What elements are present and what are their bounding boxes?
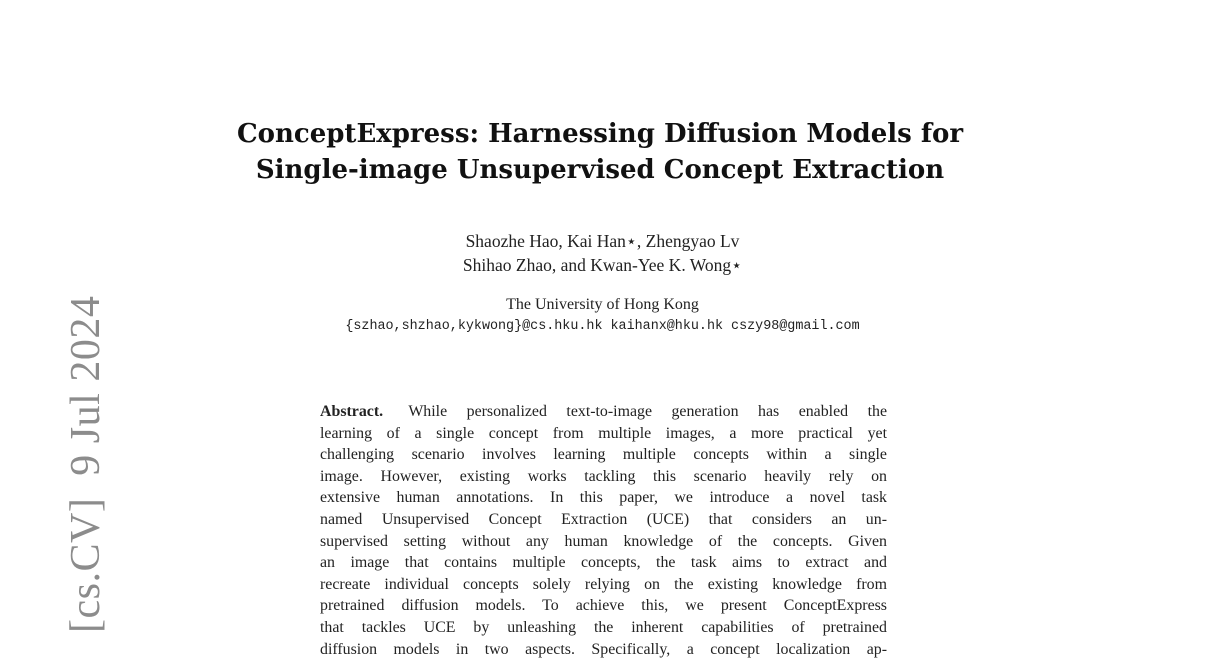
abstract-line: extensive human annotations. In this paper, we introduce a novel task (320, 489, 887, 507)
abstract-line-text: While personalized text-to-image generation has enabled the (408, 403, 887, 420)
arxiv-side-stamp (65, 296, 107, 633)
abstract (320, 401, 887, 660)
title-line-1: ConceptExpress: Harnessing Diffusion Models for (236, 119, 964, 149)
abstract-line: an image that contains multiple concepts, the task aims to extract and (320, 554, 887, 572)
title-line-2: Single-image Unsupervised Concept Extraction (255, 155, 945, 185)
abstract-line: named Unsupervised Concept Extraction (UCE) that considers an un- (320, 510, 887, 528)
abstract-heading: Abstract. (320, 403, 384, 420)
author-line-2: Shihao Zhao, and Kwan-Yee K. Wong⋆ (462, 255, 743, 275)
author-line-1: Shaozhe Hao, Kai Han⋆, Zhengyao Lv (465, 231, 740, 251)
abstract-line: image. However, existing works tackling this scenario heavily rely on (320, 467, 887, 485)
arxiv-category: [cs.CV] (63, 497, 109, 633)
abstract-line: that tackles UCE by unleashing the inherent capabilities of pretrained (320, 618, 887, 636)
abstract-line: learning of a single concept from multiple images, a more practical yet (320, 424, 887, 442)
paper-title (0, 116, 1200, 188)
abstract-line (320, 401, 887, 423)
abstract-line: pretrained diffusion models. To achieve this, we present ConceptExpress (320, 597, 887, 615)
author-list (0, 229, 1205, 277)
abstract-line: recreate individual concepts solely relying on the existing knowledge from (320, 575, 887, 593)
arxiv-date: 9 Jul 2024 (63, 295, 109, 476)
affiliation: The University of Hong Kong (506, 296, 699, 313)
author-emails: {szhao,shzhao,kykwong}@cs.hku.hk kaihanx@hku.hk cszy98@gmail.com (345, 319, 860, 334)
abstract-line: diffusion models in two aspects. Specifically, a concept localization ap- (320, 640, 887, 658)
abstract-line: supervised setting without any human knowledge of the concepts. Given (320, 532, 887, 550)
abstract-line: challenging scenario involves learning multiple concepts within a single (320, 446, 887, 464)
